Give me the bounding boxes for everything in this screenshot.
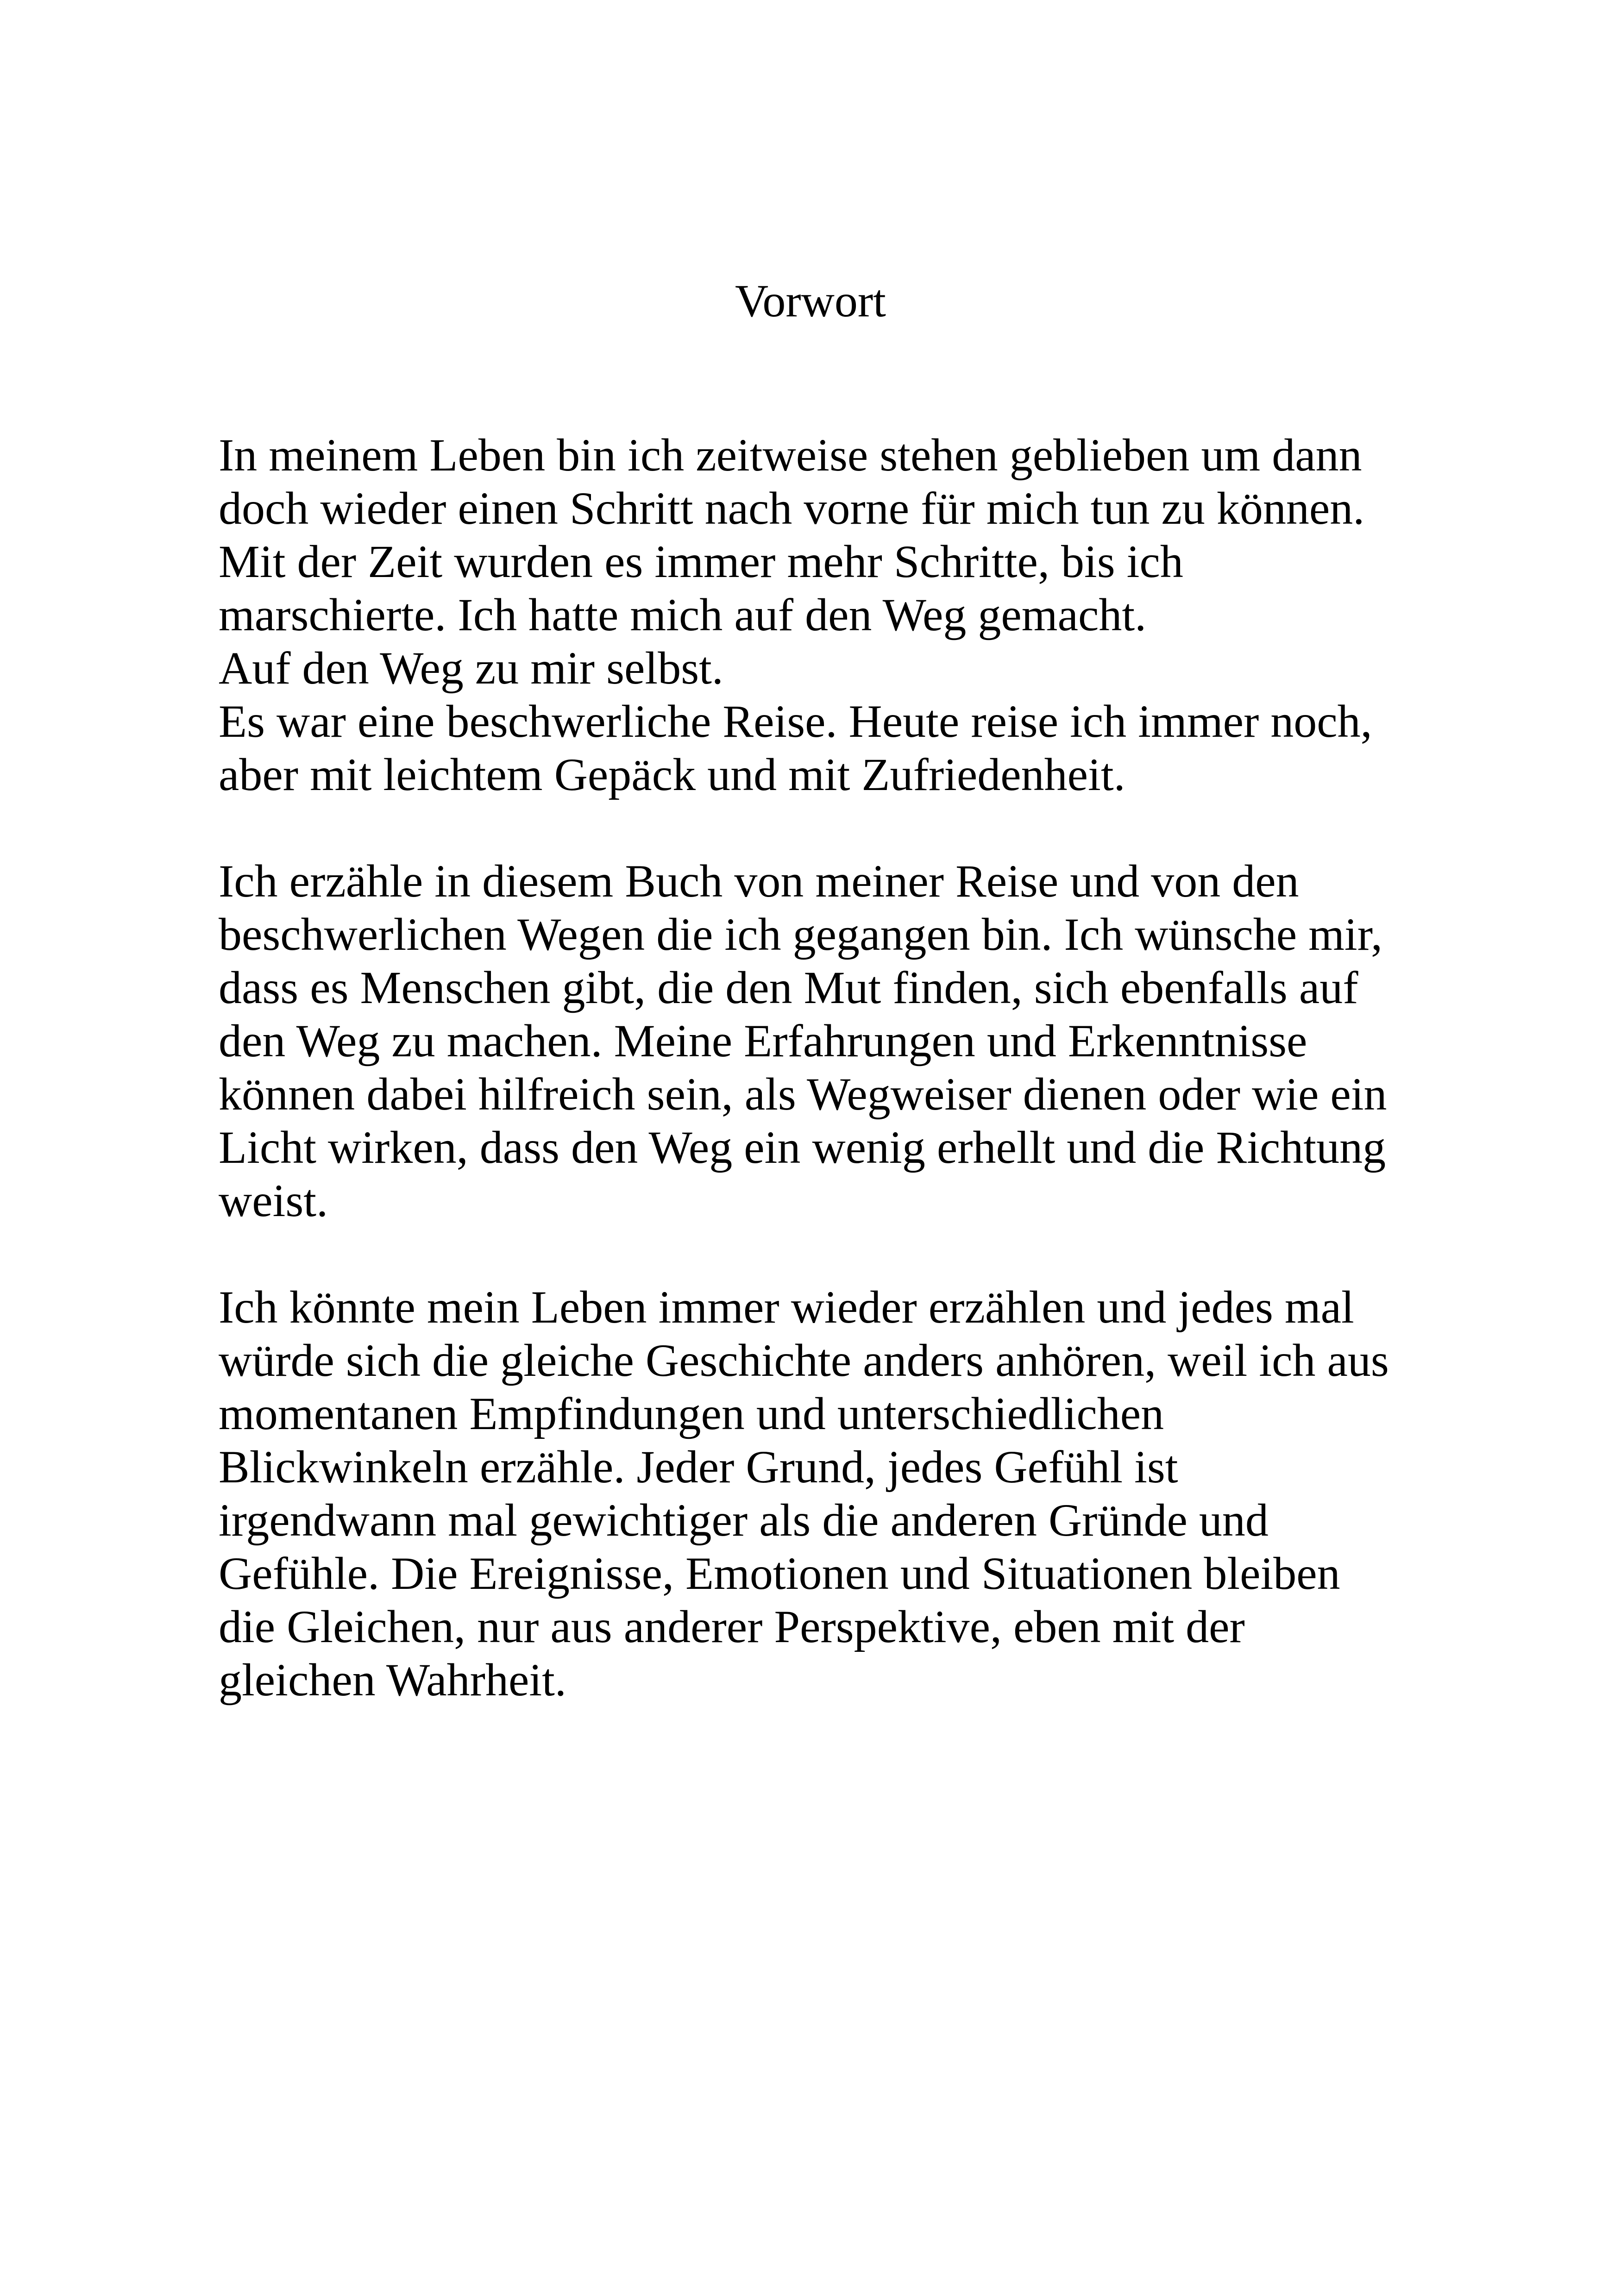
- text-line: marschierte. Ich hatte mich auf den Weg gemacht.: [219, 589, 1147, 640]
- text-line: In meinem Leben bin ich zeitweise stehen geblieben um dann: [219, 429, 1362, 481]
- page-title: Vorwort: [735, 275, 886, 326]
- paragraph: [219, 854, 1423, 1227]
- paragraph: [219, 428, 1423, 801]
- body-text: [219, 428, 1423, 1760]
- text-line: Blickwinkeln erzähle. Jeder Grund, jedes Gefühl ist: [219, 1441, 1178, 1493]
- text-line: Ich erzähle in diesem Buch von meiner Reise und von den: [219, 855, 1299, 907]
- text-line: Auf den Weg zu mir selbst.: [219, 642, 723, 694]
- text-line: gleichen Wahrheit.: [219, 1654, 566, 1706]
- text-line: Mit der Zeit wurden es immer mehr Schritte, bis ich: [219, 536, 1183, 587]
- text-line: weist.: [219, 1175, 328, 1226]
- text-line: momentanen Empfindungen und unterschiedlichen: [219, 1388, 1164, 1439]
- text-line: würde sich die gleiche Geschichte anders anhören, weil ich aus: [219, 1335, 1389, 1386]
- text-line: Gefühle. Die Ereignisse, Emotionen und Situationen bleiben: [219, 1548, 1340, 1599]
- text-line: doch wieder einen Schritt nach vorne für mich tun zu können.: [219, 483, 1365, 534]
- text-line: können dabei hilfreich sein, als Wegweiser dienen oder wie ein: [219, 1068, 1387, 1120]
- text-line: Ich könnte mein Leben immer wieder erzählen und jedes mal: [219, 1281, 1354, 1333]
- text-line: dass es Menschen gibt, die den Mut finden, sich ebenfalls auf: [219, 962, 1358, 1013]
- text-line: Licht wirken, dass den Weg ein wenig erhellt und die Richtung: [219, 1122, 1386, 1173]
- text-line: Es war eine beschwerliche Reise. Heute reise ich immer noch,: [219, 696, 1372, 747]
- text-line: beschwerlichen Wegen die ich gegangen bin. Ich wünsche mir,: [219, 909, 1382, 960]
- text-line: die Gleichen, nur aus anderer Perspektive, eben mit der: [219, 1601, 1245, 1652]
- paragraph: [219, 1280, 1423, 1706]
- text-line: irgendwann mal gewichtiger als die anderen Gründe und: [219, 1494, 1269, 1546]
- text-line: den Weg zu machen. Meine Erfahrungen und Erkenntnisse: [219, 1015, 1307, 1066]
- text-line: aber mit leichtem Gepäck und mit Zufriedenheit.: [219, 749, 1125, 800]
